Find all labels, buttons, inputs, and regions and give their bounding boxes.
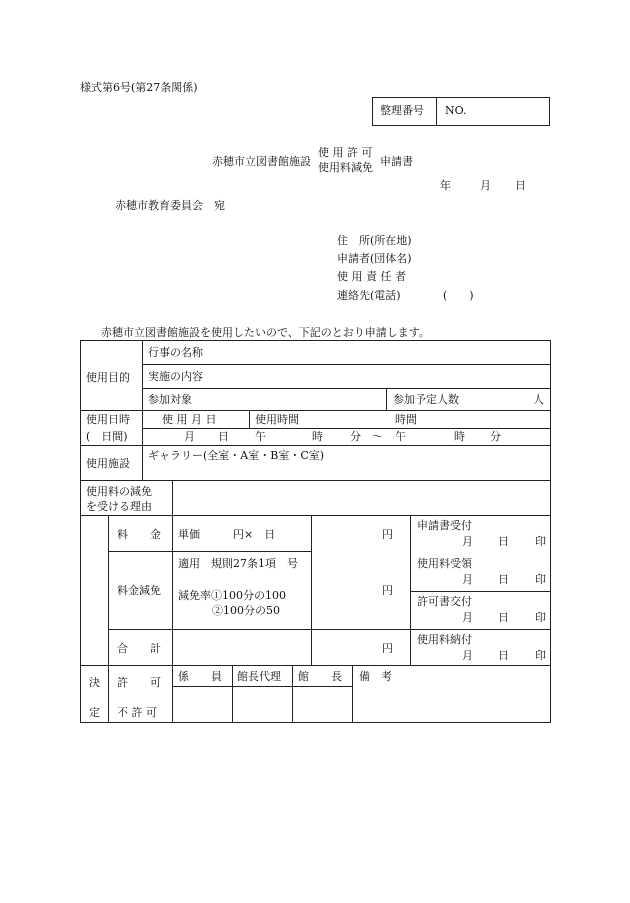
fee-paid-month: 月	[462, 649, 473, 662]
dt-hour: 時	[312, 430, 323, 443]
event-name-label: 行事の名称	[148, 346, 203, 359]
permit-issued-label: 許可書交付	[417, 595, 472, 608]
intro-text: 赤穂市立図書館施設を使用したいので、下記のとおり申請します。	[101, 326, 430, 339]
fee-yen: 円	[382, 528, 393, 541]
total-yen: 円	[382, 642, 393, 655]
date-head: 使 用 月 日	[162, 413, 217, 426]
seiri-value: NO.	[445, 104, 467, 117]
decision-permit: 許 可	[117, 676, 161, 689]
applicant-name: 申請者(団体名)	[337, 252, 412, 265]
dt-day: 日	[218, 430, 229, 443]
seiri-label: 整理番号	[380, 104, 424, 117]
fee-label: 料 金	[117, 528, 161, 541]
remarks-label: 備 考	[359, 670, 392, 683]
applicant-address: 住 所(所在地)	[337, 234, 412, 247]
applicant-paren: ( )	[443, 289, 474, 302]
fee-unit: 単価 円× 日	[178, 528, 276, 541]
dt-minute-2: 分	[490, 430, 501, 443]
reduction-apply: 適用 規則27条1項 号	[178, 557, 298, 570]
deputy-label: 館長代理	[237, 670, 281, 683]
time-head: 使用時間	[255, 413, 299, 426]
applicant-responsible: 使 用 責 任 者	[337, 270, 406, 283]
receipt-month: 月	[462, 535, 473, 548]
fee-received-month: 月	[462, 573, 473, 586]
facility-label: 使用施設	[86, 457, 130, 470]
reason-label-1: 使用料の減免	[86, 485, 152, 498]
datetime-label: 使用日時	[86, 413, 130, 426]
reduction-rate-1: 減免率①100分の100	[178, 589, 286, 602]
persons-unit: 人	[533, 393, 544, 406]
fee-paid-label: 使用料納付	[417, 633, 472, 646]
dt-tilde: 〜	[372, 430, 383, 443]
director-label: 館 長	[298, 670, 342, 683]
expected-label: 参加予定人数	[393, 393, 459, 406]
purpose-label: 使用目的	[86, 371, 130, 384]
time-head-2: 時間	[395, 413, 417, 426]
dt-month: 月	[184, 430, 195, 443]
permit-issued-day: 日	[498, 611, 509, 624]
date-day: 日	[515, 179, 526, 192]
title-line1: 使 用 許 可	[318, 146, 373, 159]
fee-received-seal: 印	[535, 573, 546, 586]
dt-minute: 分	[350, 430, 361, 443]
reason-label-2: を受ける理由	[86, 500, 152, 513]
facility-value: ギャラリー(全室・A室・B室・C室)	[148, 449, 325, 462]
decision-label-top: 決	[89, 676, 100, 689]
receipt-label: 申請書受付	[417, 519, 472, 532]
target-label: 参加対象	[148, 393, 192, 406]
decision-label-bottom: 定	[89, 706, 100, 719]
fee-received-label: 使用料受領	[417, 557, 472, 570]
form-number: 様式第6号(第27条関係)	[80, 81, 198, 94]
date-year: 年	[440, 179, 451, 192]
reduction-label: 料金減免	[117, 584, 161, 597]
title-line2: 使用料減免	[318, 161, 373, 174]
permit-issued-seal: 印	[535, 611, 546, 624]
fee-paid-day: 日	[498, 649, 509, 662]
datetime-days-label: ( 日間)	[86, 430, 128, 443]
reduction-rate-2: ②100分の50	[212, 604, 280, 617]
addressee: 赤穂市教育委員会 宛	[115, 199, 225, 212]
receipt-seal: 印	[535, 535, 546, 548]
dt-hour-2: 時	[454, 430, 465, 443]
clerk-label: 係 員	[178, 670, 222, 683]
reduction-yen: 円	[382, 584, 393, 597]
permit-issued-month: 月	[462, 611, 473, 624]
title-suffix: 申請書	[380, 155, 413, 168]
dt-pm: 午	[395, 430, 406, 443]
date-month: 月	[480, 179, 491, 192]
receipt-day: 日	[498, 535, 509, 548]
total-label: 合 計	[117, 642, 161, 655]
title-prefix: 赤穂市立図書館施設	[212, 155, 311, 168]
decision-deny: 不 許 可	[117, 706, 157, 719]
fee-received-day: 日	[498, 573, 509, 586]
content-label: 実施の内容	[148, 370, 203, 383]
dt-am: 午	[255, 430, 266, 443]
applicant-contact: 連絡先(電話)	[337, 289, 401, 302]
fee-paid-seal: 印	[535, 649, 546, 662]
